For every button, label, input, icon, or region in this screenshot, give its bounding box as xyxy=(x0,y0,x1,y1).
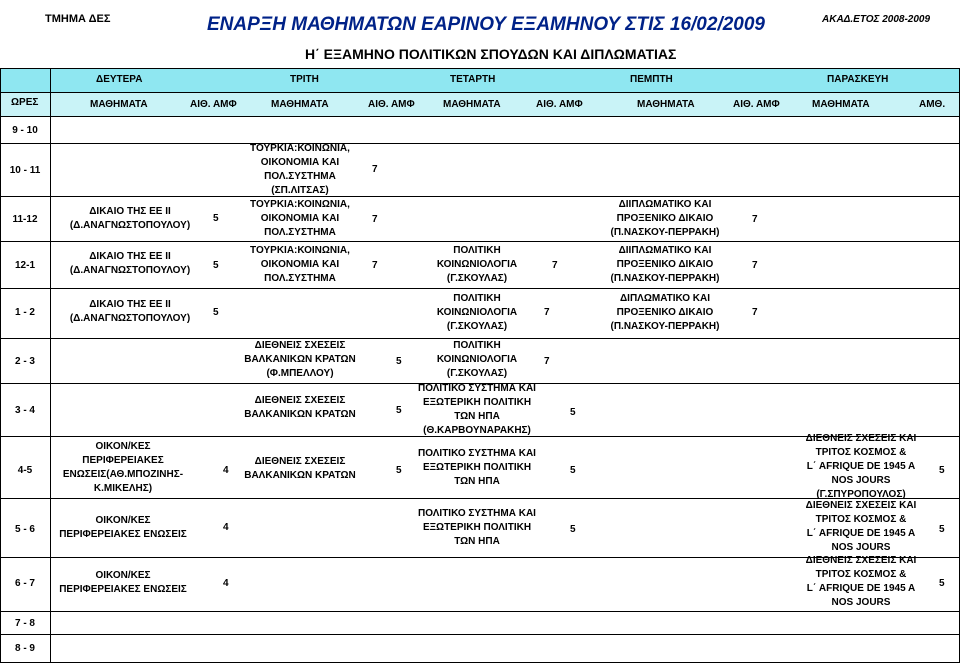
time-slot: 10 - 11 xyxy=(9,165,41,176)
room-number: 7 xyxy=(752,260,758,271)
time-slot: 1 - 2 xyxy=(14,307,35,318)
course-cell: ΤΟΥΡΚΙΑ:ΚΟΙΝΩΝΙΑ, ΟΙΚΟΝΟΜΙΑ ΚΑΙ ΠΟΛ.ΣΥΣΤΗΜΑ (ΣΠ.ΛΙΤΣΑΣ) xyxy=(250,143,350,196)
course-cell: ΠΟΛΙΤΙΚΗ ΚΟΙΝΩΝΙΟΛΟΓΙΑ (Γ.ΣΚΟΥΛΑΣ) xyxy=(436,340,518,379)
room-number: 7 xyxy=(752,307,758,318)
course-cell: ΔΙΚΑΙΟ ΤΗΣ ΕΕ ΙΙ (Δ.ΑΝΑΓΝΩΣΤΟΠΟΥΛΟΥ) xyxy=(69,299,191,324)
course-cell: ΟΙΚΟΝ/ΚΕΣ ΠΕΡΙΦΕΡΕΙΑΚΕΣ ΕΝΩΣΕΙΣ xyxy=(59,515,187,540)
day-friday: ΠΑΡΑΣΚΕΥΗ xyxy=(827,74,889,85)
academic-year: ΑΚΑΔ.ΕΤΟΣ 2008-2009 xyxy=(822,14,931,25)
room-number: 5 xyxy=(213,260,219,271)
course-cell: ΠΟΛΙΤΙΚΟ ΣΥΣΤΗΜΑ ΚΑΙ ΕΞΩΤΕΡΙΚΗ ΠΟΛΙΤΙΚΗ ΤΩΝ ΗΠΑ xyxy=(418,448,536,487)
col-header-subjects-fri: ΜΑΘΗΜΑΤΑ xyxy=(812,99,870,110)
room-number: 5 xyxy=(213,307,219,318)
col-header-room-wed: ΑΙΘ. ΑΜΦ xyxy=(536,99,583,110)
course-cell: ΔΙΕΘΝΕΙΣ ΣΧΕΣΕΙΣ ΚΑΙ ΤΡΙΤΟΣ ΚΟΣΜΟΣ & L΄ AFRIQUE DE 1945 A NOS JOURS (Γ.ΣΠΥΡΟΠΟΥΛΟΣ) xyxy=(805,433,917,500)
course-cell: ΔΙΙΠΛΩΜΑΤΙΚΟ ΚΑΙ ΠΡΟΞΕΝΙΚΟ ΔΙΚΑΙΟ (Π.ΝΑΣΚΟΥ-ΠΕΡΡΑΚΗ) xyxy=(610,199,720,238)
room-number: 7 xyxy=(372,214,378,225)
room-number: 4 xyxy=(223,465,229,476)
department-label: ΤΜΗΜΑ ΔΕΣ xyxy=(45,13,111,25)
room-number: 7 xyxy=(372,164,378,175)
room-number: 7 xyxy=(372,260,378,271)
course-cell: ΔΙΕΘΝΕΙΣ ΣΧΕΣΕΙΣ ΚΑΙ ΤΡΙΤΟΣ ΚΟΣΜΟΣ & L΄ AFRIQUE DE 1945 A NOS JOURS xyxy=(805,555,917,608)
course-cell: ΠΟΛΙΤΙΚΗ ΚΟΙΝΩΝΙΟΛΟΓΙΑ (Γ.ΣΚΟΥΛΑΣ) xyxy=(436,293,518,332)
room-number: 5 xyxy=(939,578,945,589)
course-cell: ΤΟΥΡΚΙΑ:ΚΟΙΝΩΝΙΑ, ΟΙΚΟΝΟΜΙΑ ΚΑΙ ΠΟΛ.ΣΥΣΤΗΜΑ xyxy=(250,199,350,238)
semester-subtitle: Η΄ ΕΞΑΜΗΝΟ ΠΟΛΙΤΙΚΩΝ ΣΠΟΥΔΩΝ ΚΑΙ ΔΙΠΛΩΜΑΤΙΑΣ xyxy=(305,46,677,62)
room-number: 5 xyxy=(396,356,402,367)
course-cell: ΔΙΠΛΩΜΑΤΙΚΟ ΚΑΙ ΠΡΟΞΕΝΙΚΟ ΔΙΚΑΙΟ (Π.ΝΑΣΚΟΥ-ΠΕΡΡΑΚΗ) xyxy=(610,293,720,332)
room-number: 5 xyxy=(939,465,945,476)
course-cell: ΤΟΥΡΚΙΑ:ΚΟΙΝΩΝΙΑ, ΟΙΚΟΝΟΜΙΑ ΚΑΙ ΠΟΛ.ΣΥΣΤΗΜΑ xyxy=(250,245,350,284)
col-header-subjects-thu: ΜΑΘΗΜΑΤΑ xyxy=(637,99,695,110)
col-header-subjects-mon: ΜΑΘΗΜΑΤΑ xyxy=(90,99,148,110)
room-number: 5 xyxy=(570,407,576,418)
col-header-room-tue: ΑΙΘ. ΑΜΦ xyxy=(368,99,415,110)
time-slot: 7 - 8 xyxy=(14,618,35,629)
course-cell: ΔΙΚΑΙΟ ΤΗΣ ΕΕ ΙΙ (Δ.ΑΝΑΓΝΩΣΤΟΠΟΥΛΟΥ) xyxy=(69,206,191,231)
time-slot: 4-5 xyxy=(17,465,33,476)
room-number: 4 xyxy=(223,522,229,533)
time-slot: 2 - 3 xyxy=(14,356,35,367)
course-cell: ΔΙΚΑΙΟ ΤΗΣ ΕΕ ΙΙ (Δ.ΑΝΑΓΝΩΣΤΟΠΟΥΛΟΥ) xyxy=(69,251,191,276)
room-number: 5 xyxy=(570,524,576,535)
room-number: 7 xyxy=(752,214,758,225)
course-cell: ΔΙΕΘΝΕΙΣ ΣΧΕΣΕΙΣ ΚΑΙ ΤΡΙΤΟΣ ΚΟΣΜΟΣ & L΄ AFRIQUE DE 1945 A NOS JOURS xyxy=(805,500,917,553)
room-number: 5 xyxy=(396,465,402,476)
course-cell: ΠΟΛΙΤΙΚΟ ΣΥΣΤΗΜΑ ΚΑΙ ΕΞΩΤΕΡΙΚΗ ΠΟΛΙΤΙΚΗ ΤΩΝ ΗΠΑ xyxy=(418,508,536,547)
page-title: ΕΝΑΡΞΗ ΜΑΘΗΜΑΤΩΝ ΕΑΡΙΝΟΥ ΕΞΑΜΗΝΟΥ ΣΤΙΣ 16/02/2009 xyxy=(207,14,765,35)
day-thursday: ΠΕΜΠΤΗ xyxy=(630,74,673,85)
course-cell: ΟΙΚΟΝ/ΚΕΣ ΠΕΡΙΦΕΡΕΙΑΚΕΣ ΕΝΩΣΕΙΣ xyxy=(59,570,187,595)
time-slot: 3 - 4 xyxy=(14,405,35,416)
time-slot: 9 - 10 xyxy=(12,125,38,136)
col-header-room-fri: ΑΜΘ. xyxy=(919,99,946,110)
day-wednesday: ΤΕΤΑΡΤΗ xyxy=(450,74,496,85)
time-slot: 11-12 xyxy=(12,214,38,225)
hours-header: ΩΡΕΣ xyxy=(11,97,39,108)
room-number: 5 xyxy=(939,524,945,535)
col-header-room-mon: ΑΙΘ. ΑΜΦ xyxy=(190,99,237,110)
time-slot: 5 - 6 xyxy=(14,524,35,535)
col-header-room-thu: ΑΙΘ. ΑΜΦ xyxy=(733,99,780,110)
time-slot: 8 - 9 xyxy=(14,643,35,654)
col-header-subjects-wed: ΜΑΘΗΜΑΤΑ xyxy=(443,99,501,110)
course-cell: ΔΙΕΘΝΕΙΣ ΣΧΕΣΕΙΣ ΒΑΛΚΑΝΙΚΩΝ ΚΡΑΤΩΝ (Φ.ΜΠΕΛΛΟΥ) xyxy=(244,340,356,379)
course-cell: ΟΙΚΟΝ/ΚΕΣ ΠΕΡΙΦΕΡΕΙΑΚΕΣ ΕΝΩΣΕΙΣ(ΑΘ.ΜΠΟΖΙΝΗΣ- Κ.ΜΙΚΕΛΗΣ) xyxy=(62,441,184,494)
course-cell: ΔΙΙΠΛΩΜΑΤΙΚΟ ΚΑΙ ΠΡΟΞΕΝΙΚΟ ΔΙΚΑΙΟ (Π.ΝΑΣΚΟΥ-ΠΕΡΡΑΚΗ) xyxy=(610,245,720,284)
day-monday: ΔΕΥΤΕΡΑ xyxy=(96,74,143,85)
time-slot: 6 - 7 xyxy=(14,578,35,589)
course-cell: ΔΙΕΘΝΕΙΣ ΣΧΕΣΕΙΣ ΒΑΛΚΑΝΙΚΩΝ ΚΡΑΤΩΝ xyxy=(244,395,356,420)
room-number: 7 xyxy=(544,307,550,318)
course-cell: ΠΟΛΙΤΙΚΗ ΚΟΙΝΩΝΙΟΛΟΓΙΑ (Γ.ΣΚΟΥΛΑΣ) xyxy=(436,245,518,284)
room-number: 5 xyxy=(570,465,576,476)
room-number: 7 xyxy=(552,260,558,271)
course-cell: ΔΙΕΘΝΕΙΣ ΣΧΕΣΕΙΣ ΒΑΛΚΑΝΙΚΩΝ ΚΡΑΤΩΝ xyxy=(244,456,356,481)
course-cell: ΠΟΛΙΤΙΚΟ ΣΥΣΤΗΜΑ ΚΑΙ ΕΞΩΤΕΡΙΚΗ ΠΟΛΙΤΙΚΗ ΤΩΝ ΗΠΑ (Θ.ΚΑΡΒΟΥΝΑΡΑΚΗΣ) xyxy=(418,383,536,436)
room-number: 5 xyxy=(213,213,219,224)
room-number: 7 xyxy=(544,356,550,367)
day-tuesday: ΤΡΙΤΗ xyxy=(290,74,319,85)
col-header-subjects-tue: ΜΑΘΗΜΑΤΑ xyxy=(271,99,329,110)
room-number: 5 xyxy=(396,405,402,416)
room-number: 4 xyxy=(223,578,229,589)
time-slot: 12-1 xyxy=(14,260,35,271)
